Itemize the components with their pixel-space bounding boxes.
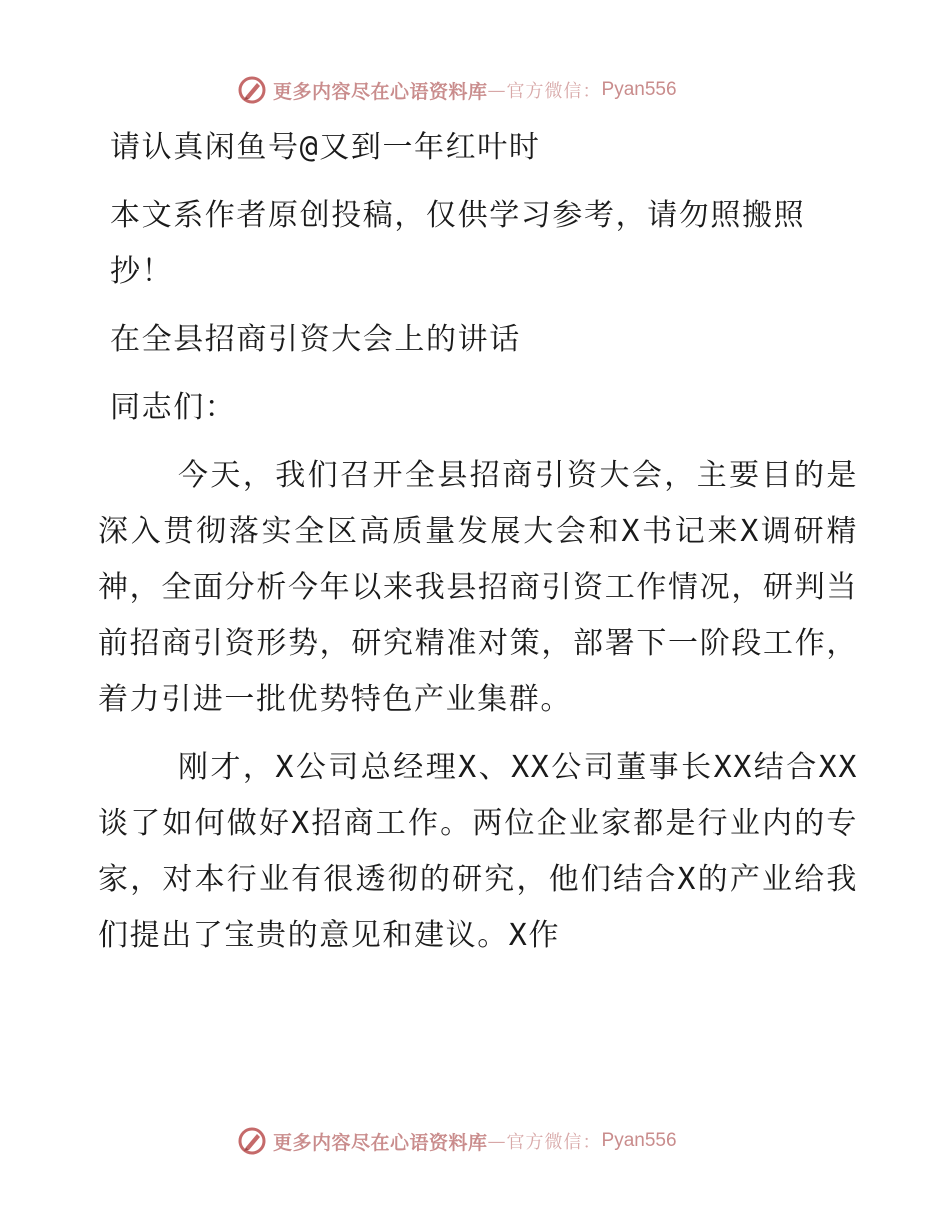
watermark-wechat-label: 官方微信： (506, 81, 602, 102)
document-title: 在全县招商引资大会上的讲话 (110, 322, 521, 357)
pen-logo-icon (237, 75, 267, 105)
body-paragraph-1: 今天，我们召开全县招商引资大会，主要目的是深入贯彻落实全区高质量发展大会和X书记来X调研精神，全面分析今年以来我县招商引资工作情况，研判当前招商引资形势，研究精准对策，部署下一阶段工作，着力引进一批优势特色产业集群。 (98, 458, 858, 717)
watermark-site-text: 更多内容尽在心语资料库 (273, 80, 488, 103)
salutation: 同志们： (110, 390, 237, 425)
watermark-site-text: 更多内容尽在心语资料库 (273, 1131, 488, 1154)
notice-line: 请认真闲鱼号@又到一年红叶时 (110, 130, 541, 165)
watermark-wechat-label: 官方微信： (506, 1132, 602, 1153)
footer-watermark (237, 1124, 677, 1158)
watermark-wechat-id: Pyan556 (601, 1130, 677, 1151)
body-paragraph-2: 刚才，X公司总经理X、XX公司董事长XX结合XX谈了如何做好X招商工作。两位企业家都是行业内的专家，对本行业有很透彻的研究，他们结合X的产业给我们提出了宝贵的意见和建议。X作 (98, 750, 858, 953)
watermark-wechat-id: Pyan556 (601, 79, 677, 100)
watermark-dash: — (487, 1130, 507, 1152)
copyright-notice: 本文系作者原创投稿，仅供学习参考，请勿照搬照抄！ (110, 198, 806, 289)
watermark-dash: — (487, 79, 507, 101)
document-body (98, 120, 858, 976)
pen-logo-icon (237, 1126, 267, 1156)
header-watermark (237, 73, 677, 107)
